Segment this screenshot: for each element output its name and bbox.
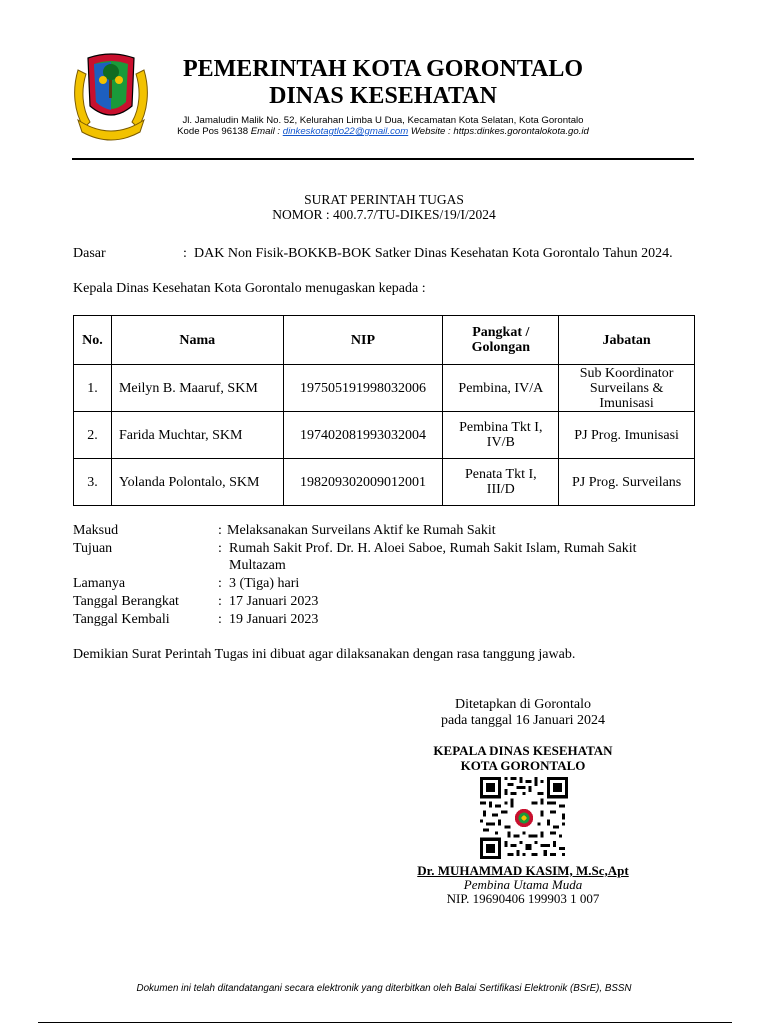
tujuan-value-line1: Rumah Sakit Prof. Dr. H. Aloei Saboe, Rumah Sakit Islam, Rumah Sakit: [229, 541, 637, 556]
cell-jabatan: PJ Prog. Surveilans: [559, 459, 695, 506]
email-link[interactable]: dinkeskotagtlo22@gmail.com: [282, 126, 409, 137]
cell-jabatan: PJ Prog. Imunisasi: [559, 412, 695, 459]
signature-date: pada tanggal 16 Januari 2024: [440, 713, 606, 728]
letterhead-title-line2: DINAS KESEHATAN: [269, 83, 497, 109]
letterhead-title-line1: PEMERINTAH KOTA GORONTALO: [182, 56, 584, 82]
website-text: https:dinkes.gorontalokota.go.id: [453, 126, 589, 137]
lamanya-colon: :: [218, 576, 222, 591]
page-bottom-divider: [38, 1022, 732, 1023]
qr-code-signature: [480, 777, 568, 859]
letter-title: SURAT PERINTAH TUGAS: [304, 192, 464, 207]
cell-jabatan: Sub Koordinator Surveilans & Imunisasi: [559, 365, 695, 412]
col-header-no: No.: [74, 316, 112, 365]
city-coat-of-arms-logo: [70, 50, 152, 142]
assignee-table: [73, 315, 695, 506]
assignment-intro: Kepala Dinas Kesehatan Kota Gorontalo menugaskan kepada :: [73, 281, 426, 296]
col-header-jabatan: Jabatan: [559, 316, 695, 365]
signer-name: Dr. MUHAMMAD KASIM, M.Sc,Apt: [417, 863, 629, 878]
col-header-nip: NIP: [283, 316, 443, 365]
tanggal-berangkat-colon: :: [218, 594, 222, 609]
closing-statement: Demikian Surat Perintah Tugas ini dibuat agar dilaksanakan dengan rasa tanggung jawab.: [73, 647, 576, 662]
col-header-nama: Nama: [111, 316, 283, 365]
table-row: [74, 365, 695, 412]
cell-nip: 197505191998032006: [283, 365, 443, 412]
cell-nama: Farida Muchtar, SKM: [111, 412, 283, 459]
maksud-colon: :: [218, 523, 222, 538]
cell-pangkat: Penata Tkt I, III/D: [443, 459, 559, 506]
maksud-value: Melaksanakan Surveilans Aktif ke Rumah Sakit: [227, 523, 496, 538]
table-row: [74, 459, 695, 506]
cell-no: 2.: [74, 412, 112, 459]
cell-nip: 198209302009012001: [283, 459, 443, 506]
signer-position-line1: KEPALA DINAS KESEHATAN: [433, 743, 613, 758]
cell-pangkat: Pembina Tkt I, IV/B: [443, 412, 559, 459]
tujuan-label: Tujuan: [73, 541, 113, 556]
cell-no: 1.: [74, 365, 112, 412]
cell-nip: 197402081993032004: [283, 412, 443, 459]
table-header-row: [74, 316, 695, 365]
tujuan-colon: :: [218, 541, 222, 556]
col-header-pangkat: Pangkat / Golongan: [443, 316, 559, 365]
cell-nama: Yolanda Polontalo, SKM: [111, 459, 283, 506]
dasar-value: DAK Non Fisik-BOKKB-BOK Satker Dinas Kesehatan Kota Gorontalo Tahun 2024.: [194, 246, 673, 261]
email-label: Email :: [250, 126, 281, 137]
letterhead-divider: [72, 158, 694, 160]
cell-pangkat: Pembina, IV/A: [443, 365, 559, 412]
postal-code: Kode Pos 96138: [177, 126, 249, 137]
tanggal-kembali-value: 19 Januari 2023: [229, 612, 319, 627]
table-row: [74, 412, 695, 459]
dasar-colon: :: [183, 246, 187, 261]
signer-position-line2: KOTA GORONTALO: [460, 758, 586, 773]
letterhead-contact: [150, 126, 616, 138]
cell-no: 3.: [74, 459, 112, 506]
tanggal-berangkat-label: Tanggal Berangkat: [73, 594, 179, 609]
tanggal-kembali-label: Tanggal Kembali: [73, 612, 170, 627]
signature-place: Ditetapkan di Gorontalo: [454, 697, 592, 712]
dasar-label: Dasar: [73, 246, 106, 261]
maksud-label: Maksud: [73, 523, 119, 538]
signer-rank: Pembina Utama Muda: [463, 877, 583, 892]
tanggal-berangkat-value: 17 Januari 2023: [229, 594, 319, 609]
signer-nip: NIP. 19690406 199903 1 007: [446, 891, 600, 906]
e-signature-footer-note: Dokumen ini telah ditandatangani secara elektronik yang diterbitkan oleh Balai Sertifikasi Elektronik (BSrE), BSSN: [136, 983, 632, 994]
letterhead-address: Jl. Jamaludin Malik No. 52, Kelurahan Limba U Dua, Kecamatan Kota Selatan, Kota Gorontalo: [182, 115, 584, 126]
tanggal-kembali-colon: :: [218, 612, 222, 627]
website-label: Website :: [410, 126, 451, 137]
lamanya-label: Lamanya: [73, 576, 126, 591]
lamanya-value: 3 (Tiga) hari: [229, 576, 300, 591]
letter-number: NOMOR : 400.7.7/TU-DIKES/19/I/2024: [272, 207, 496, 222]
tujuan-value-line2: Multazam: [229, 558, 286, 573]
cell-nama: Meilyn B. Maaruf, SKM: [111, 365, 283, 412]
